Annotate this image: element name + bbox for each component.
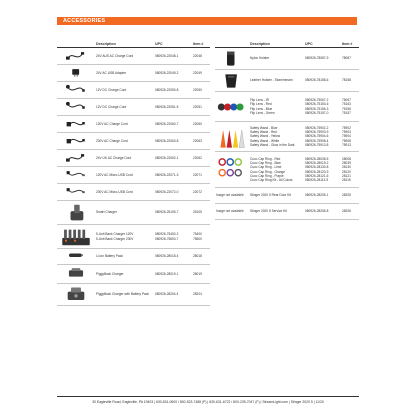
item-column-header: Item # — [341, 40, 359, 48]
upc-value: 080926-75156-3 — [305, 106, 329, 111]
upc-value: 080926-28018-4 — [155, 254, 179, 259]
item-number-value: 22049 — [193, 70, 202, 75]
upc-column-header: UPC — [154, 40, 192, 48]
usb-adapter-icon — [57, 65, 95, 82]
page-footer: 30 Eagleville Road, Eagleville, PA 19403 | 630-631-0600 / 800-523-7488 (P) | 630-631-6722 / 800-239-7047 (F) | StreamLight.com | Stinger 2020 5 | 11/20 — [92, 400, 324, 404]
item-number-value: 28120 — [342, 169, 351, 174]
description-column-header: Description — [95, 40, 154, 48]
table-row — [57, 99, 210, 116]
table-row — [57, 65, 210, 82]
item-number-value: 28204 — [193, 292, 202, 297]
upc-value: 080926-75600-7 — [155, 236, 179, 241]
table-row — [215, 70, 359, 92]
table-row — [215, 152, 359, 188]
description-line: Cuco Cap Ring - Blue — [250, 161, 281, 166]
upc-value: 080926-28019-2 — [305, 161, 329, 166]
upc-cell — [154, 65, 192, 82]
upc-value: 080926-75902-2 — [305, 125, 329, 130]
description-cell: Stinger 2020 5 Service Kit — [249, 204, 304, 220]
description-line: Cuco Cap Ring - Purple — [250, 173, 284, 178]
description-cell — [249, 122, 304, 152]
table-row — [57, 284, 210, 306]
item-number-value: 28206 — [342, 209, 351, 214]
upc-value: 080926-78158-6 — [305, 78, 329, 83]
description-line: Safety Wand - Glow in the Dark — [250, 142, 295, 147]
description-line: Cuco Cap Ring - Orange — [250, 169, 286, 174]
table-row — [215, 92, 359, 122]
item-number-value: 75600 — [193, 236, 202, 241]
item-number-value: 28018 — [193, 254, 202, 259]
item-number-cell — [192, 201, 210, 225]
item-number-cell — [341, 48, 359, 70]
upc-value: 080926-28019-1 — [155, 271, 179, 276]
item-number-cell — [341, 70, 359, 92]
item-number-value: 75157 — [342, 110, 351, 115]
micro-usb-cord-icon — [57, 184, 95, 201]
description-cell: 12V DC Charge Cord — [95, 99, 154, 116]
table-row — [57, 167, 210, 184]
item-number-cell — [192, 249, 210, 265]
upc-value: 080926-75067-2 — [305, 98, 329, 103]
description-line: Flip Lens - Green — [250, 110, 275, 115]
table-row — [215, 188, 359, 204]
item-number-value: 75902 — [342, 125, 351, 130]
upc-value: 080926-28121-6 — [305, 173, 329, 178]
table-row — [215, 48, 359, 70]
upc-value: 080926-22051-5 — [155, 104, 179, 109]
description-cell: Smart Charger — [95, 201, 154, 225]
item-number-value: 22071 — [193, 172, 202, 177]
upc-cell — [304, 188, 341, 204]
item-number-cell — [192, 225, 210, 249]
upc-cell — [304, 122, 341, 152]
upc-value: 080926-22049-2 — [155, 70, 179, 75]
cap-ring-icon — [215, 152, 249, 188]
item-number-cell — [192, 284, 210, 306]
description-cell — [95, 225, 154, 249]
table-row — [57, 48, 210, 65]
item-number-value: 78158 — [342, 78, 351, 83]
item-number-cell — [341, 204, 359, 220]
item-number-value: 22048 — [193, 53, 202, 58]
item-number-value: 75153 — [342, 102, 351, 107]
item-number-value: 75904 — [342, 134, 351, 139]
charge-cord-icon — [57, 150, 95, 167]
accessories-table-left — [57, 40, 210, 306]
table-row — [57, 184, 210, 201]
item-number-cell — [341, 152, 359, 188]
upc-value: 080926-22048-1 — [155, 53, 179, 58]
upc-value: 080926-22071-3 — [155, 172, 179, 177]
upc-value: 080926-75903-9 — [305, 130, 329, 135]
upc-value: 080926-75908-4 — [305, 138, 329, 143]
upc-cell — [154, 82, 192, 99]
description-line: Cuco Cap Ring Kit - All Colors — [250, 177, 293, 182]
dc-charge-cord-icon — [57, 99, 95, 116]
description-line: Safety Wand - White — [250, 138, 280, 143]
item-number-value: 28115 — [342, 177, 351, 182]
item-number-value: 75908 — [342, 138, 351, 143]
item-number-value: 28039 — [342, 161, 351, 166]
flip-lens-icon — [215, 92, 249, 122]
upc-cell — [154, 225, 192, 249]
ac-charge-cord-icon — [57, 116, 95, 133]
safety-wand-icon — [215, 122, 249, 152]
upc-value: 080926-28206-8 — [305, 209, 329, 214]
description-cell: Leather Holster - Stonehenam — [249, 70, 304, 92]
item-number-value: 22063 — [193, 138, 202, 143]
description-cell: Nylon Holster — [249, 48, 304, 70]
description-cell: PiggyBack Charger with Battery Pack — [95, 284, 154, 306]
upc-value: 080926-28204-4 — [155, 292, 179, 297]
smart-charger-icon — [57, 201, 95, 225]
accessories-table-right — [215, 40, 359, 220]
item-number-cell — [341, 122, 359, 152]
item-number-value: 22072 — [193, 189, 202, 194]
table-row — [215, 122, 359, 152]
dc-charge-cord-icon — [57, 82, 95, 99]
item-number-value: 22051 — [193, 104, 202, 109]
item-number-cell — [192, 133, 210, 150]
description-column-header: Description — [249, 40, 304, 48]
description-cell: PiggyBack Charger — [95, 265, 154, 284]
upc-cell — [154, 48, 192, 65]
upc-value: 080926-28205-1 — [305, 193, 329, 198]
piggyback-battery-icon — [57, 284, 95, 306]
description-cell: 120V AC Charge Cord — [95, 116, 154, 133]
description-cell: Stinger 2020 5 Rear Door Kit — [249, 188, 304, 204]
piggyback-charger-icon — [57, 265, 95, 284]
description-line: Flip Lens - Blue — [250, 106, 273, 111]
upc-value: 080926-22063-8 — [155, 138, 179, 143]
upc-value: 080926-28120-9 — [305, 169, 329, 174]
upc-value: 080926-28113-9 — [305, 177, 329, 182]
item-number-value: 75067 — [342, 98, 351, 103]
upc-value: 080926-75400-2 — [155, 232, 179, 237]
item-number-cell — [341, 92, 359, 122]
item-number-value: 75913 — [342, 142, 351, 147]
description-line: 5-Unit Bank Charger 230V — [96, 236, 134, 241]
item-number-value: 22062 — [193, 155, 202, 160]
table-row — [57, 133, 210, 150]
upc-cell — [304, 48, 341, 70]
table-row — [57, 150, 210, 167]
description-cell: Li-Ion Battery Pack — [95, 249, 154, 265]
item-number-value: 78087 — [342, 56, 351, 61]
description-line: Flip Lens - IR — [250, 98, 269, 103]
description-cell: 24V AC USB Adapter — [95, 65, 154, 82]
upc-cell — [304, 70, 341, 92]
table-row — [57, 225, 210, 249]
description-line: 5-Unit Bank Charger 120V — [96, 232, 134, 237]
description-line: Safety Wand - Blue — [250, 125, 278, 130]
upc-column-header: UPC — [304, 40, 341, 48]
upc-cell — [154, 167, 192, 184]
upc-value: 080926-22060-7 — [155, 121, 179, 126]
upc-value: 080926-75153-6 — [305, 102, 329, 107]
image-column-header — [57, 40, 95, 48]
upc-value: 080926-22050-8 — [155, 87, 179, 92]
bank-charger-icon — [57, 225, 95, 249]
section-banner: ACCESSORIES — [57, 17, 357, 25]
item-number-value: 25105 — [193, 210, 202, 215]
description-line: Flip Lens - Red — [250, 102, 272, 107]
item-number-value: 28008 — [342, 156, 351, 161]
description-cell: 24V AUS AC Charge Cord — [95, 48, 154, 65]
upc-cell — [154, 284, 192, 306]
upc-value: 080926-25105-7 — [155, 210, 179, 215]
table-row — [57, 82, 210, 99]
description-cell: 24V UK AC Charge Cord — [95, 150, 154, 167]
item-number-value: 22050 — [193, 87, 202, 92]
item-number-cell — [192, 99, 210, 116]
upc-value: 080926-28008-5 — [305, 156, 329, 161]
ac-charge-cord-icon — [57, 133, 95, 150]
item-number-value: 75400 — [193, 232, 202, 237]
item-number-value: 28130 — [342, 165, 351, 170]
item-number-cell — [192, 184, 210, 201]
footer-divider — [57, 396, 359, 397]
description-line: Safety Wand - Yellow — [250, 134, 281, 139]
description-cell: 12V DC Charge Cord — [95, 82, 154, 99]
item-number-cell — [192, 65, 210, 82]
item-number-cell — [192, 48, 210, 65]
item-number-value: 28019 — [193, 271, 202, 276]
item-number-cell — [192, 116, 210, 133]
description-cell: 120V AC Micro-USB Cord — [95, 167, 154, 184]
item-number-value: 28205 — [342, 193, 351, 198]
upc-cell — [304, 92, 341, 122]
item-column-header: Item # — [192, 40, 210, 48]
upc-cell — [154, 116, 192, 133]
item-number-cell — [192, 82, 210, 99]
item-number-value: 28121 — [342, 173, 351, 178]
table-row — [215, 204, 359, 220]
upc-cell — [154, 249, 192, 265]
upc-cell — [154, 184, 192, 201]
image-unavailable-label: Image not available — [215, 204, 249, 220]
upc-value: 080926-28130-8 — [305, 165, 329, 170]
upc-cell — [304, 152, 341, 188]
description-line: Safety Wand - Red — [250, 130, 277, 135]
item-number-value: 22060 — [193, 121, 202, 126]
item-number-cell — [341, 188, 359, 204]
image-column-header — [215, 40, 249, 48]
upc-cell — [154, 201, 192, 225]
upc-value: 080926-75157-0 — [305, 110, 329, 115]
item-number-cell — [192, 150, 210, 167]
item-number-value: 75156 — [342, 106, 351, 111]
item-number-cell — [192, 265, 210, 284]
upc-cell — [154, 265, 192, 284]
micro-usb-cord-icon — [57, 167, 95, 184]
description-cell: 230V AC Micro-USB Cord — [95, 184, 154, 201]
upc-cell — [154, 150, 192, 167]
upc-cell — [304, 204, 341, 220]
upc-cell — [154, 99, 192, 116]
upc-cell — [154, 133, 192, 150]
item-number-cell — [192, 167, 210, 184]
upc-value: 080926-75904-6 — [305, 134, 329, 139]
charge-cord-icon — [57, 48, 95, 65]
upc-value: 080926-22072-0 — [155, 189, 179, 194]
upc-value: 080926-75913-8 — [305, 142, 329, 147]
table-row — [57, 249, 210, 265]
upc-value: 080926-22062-1 — [155, 155, 179, 160]
description-line: Cuco Cap Ring - Red — [250, 156, 281, 161]
leather-holster-icon — [215, 70, 249, 92]
description-cell: 230V AC Charge Cord — [95, 133, 154, 150]
table-row — [57, 265, 210, 284]
item-number-value: 75903 — [342, 130, 351, 135]
table-row — [57, 201, 210, 225]
description-cell — [249, 92, 304, 122]
upc-value: 080926-78087-9 — [305, 56, 329, 61]
image-unavailable-label: Image not available — [215, 188, 249, 204]
description-cell — [249, 152, 304, 188]
description-line: Cuco Cap Ring - Lime — [250, 165, 282, 170]
nylon-holster-icon — [215, 48, 249, 70]
battery-pack-icon — [57, 249, 95, 265]
table-row — [57, 116, 210, 133]
